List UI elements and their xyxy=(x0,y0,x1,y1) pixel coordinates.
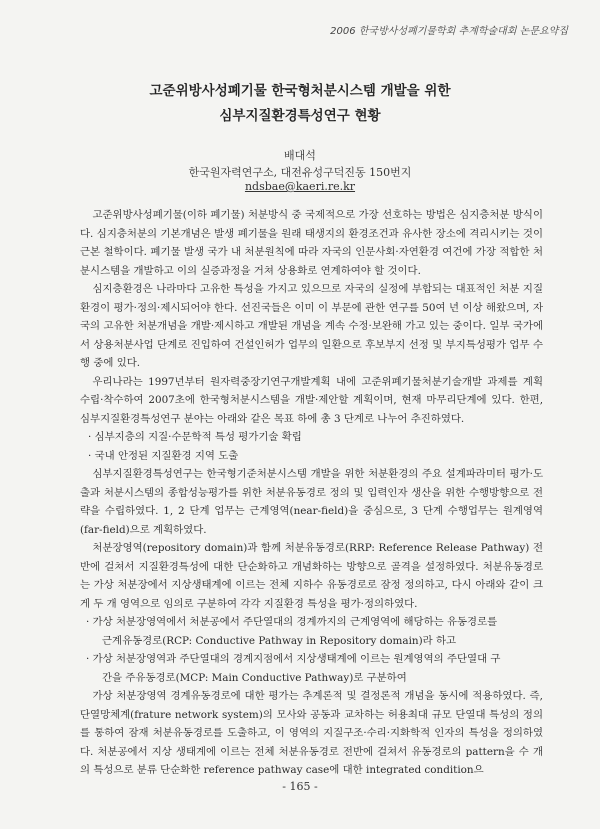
paper-title-line1: 고준위방사성폐기물 한국형처분시스템 개발을 위한 xyxy=(149,83,451,99)
pathway-item-2-cont: 간을 주유동경로(MCP: Main Conductive Pathway)로 구분하여 xyxy=(102,671,407,684)
pathway-item-1-cont: 근계유동경로(RCP: Conductive Pathway in Repository domain)라 하고 xyxy=(102,634,457,647)
paragraph-6: 가상 처분장영역 경계유동경로에 대한 평가는 추계론적 및 결정론적 개념을 동시에 적용하였다. 즉, 단열망체계(frature network system)의 모사와 공동과 교차하는 허용최대 규모 단열대 특성의 정의를 통하여 잠재 처분유동경로를 도출하고, 이 영역의 지질구조·수리·지화학적 인자의 특성을 정의하였다. 처분공에서 지상 생태계에 이르는 전체 처분유동경로 전반에 걸쳐서 유동경로의 pattern을 수 개의 특성으로 분류 단순화한 reference pathway case에 대한 integrated condition으 xyxy=(80,690,543,776)
pathway-item-1-text: · 가상 처분장영역에서 처분공에서 주단열대의 경계까지의 근계영역에 해당하는 유동경로를 xyxy=(86,616,498,628)
pathway-item-1 xyxy=(80,613,543,650)
paragraph-5: 처분장영역(repository domain)과 함께 처분유동경로(RRP: Reference Release Pathway) 전반에 걸쳐서 지질환경특성에 대한 단순화하고 개념화하는 방향으로 골격을 설정하였다. 처분유동경로는 가상 처분장에서 지상생태계에 이르는 전체 지하수 유동경로로 잠정 정의하고, 다시 아래와 같이 크게 두 개 영역으로 임의로 구분하여 각각 지질환경 특성을 평가·정의하였다. xyxy=(80,542,543,610)
abstract-body xyxy=(80,206,543,780)
goal-bullet-2: · 국내 안정된 지질환경 지역 도출 xyxy=(88,449,239,462)
running-header: 2006 한국방사성폐기물학회 추계학술대회 논문요약집 xyxy=(330,26,568,37)
pathway-item-2 xyxy=(80,650,543,687)
paragraph-1: 고준위방사성폐기물(이하 폐기물) 처분방식 중 국제적으로 가장 선호하는 방법은 심지층처분 방식이다. 심지층처분의 기본개념은 발생 폐기물을 원래 태생지의 환경조건과 유사한 장소에 격리시키는 것이 근본 철학이다. 폐기물 발생 국가 내 처분원칙에 따라 자국의 인문사회·자연환경 여건에 가장 적합한 처분시스템을 개발하고 이의 실증과정을 거쳐 상용화로 연계하여야 할 것이다. xyxy=(80,209,543,277)
author-name: 배대석 xyxy=(284,149,316,162)
goal-bullet-1: · 심부지층의 지질·수문학적 특성 평가기술 확립 xyxy=(88,431,302,443)
paragraph-3: 우리나라는 1997년부터 원자력중장기연구개발계획 내에 고준위폐기물처분기술개발 과제를 계획 수립·착수하여 2007초에 한국형처분시스템을 개발·제안할 계획이며, 현재 마무리단계에 있다. 한편, 심부지질환경특성연구 분야는 아래와 같은 목표 하에 총 3 단계로 나누어 추진하였다. xyxy=(80,375,543,425)
paragraph-4: 심부지질환경특성연구는 한국형기준처분시스템 개발을 위한 처분환경의 주요 설계파라미터 평가·도출과 처분시스템의 종합성능평가를 위한 처분유동경로 정의 및 입력인자 생산을 위한 수행방향으로 전략을 수립하였다. 1, 2 단계 업무는 근계영역(near-field)을 중심으로, 3 단계 수행업무는 원계영역(far-field)으로 계획하였다. xyxy=(80,468,543,536)
author-email[interactable]: ndsbae@kaeri.re.kr xyxy=(244,180,356,193)
author-affiliation: 한국원자력연구소, 대전유성구덕진동 150번지 xyxy=(188,166,412,179)
paper-title-line2: 심부지질환경특성연구 현황 xyxy=(219,108,381,124)
paragraph-2: 심지층환경은 나라마다 고유한 특성을 가지고 있으므로 자국의 실정에 부합되는 대표적인 처분 지질환경이 평가·정의·제시되어야 한다. 선진국들은 이미 이 부문에 관한 연구를 50여 년 이상 해왔으며, 자국의 고유한 처분개념을 개발·제시하고 개발된 개념을 계속 수정·보완해 가고 있는 중이다. 일부 국가에서 상용처분사업 단계로 진입하여 건설인허가 업무의 일환으로 후보부지 선정 및 부지특성평가 업무 수행 중에 있다. xyxy=(80,283,543,369)
page-number: - 165 - xyxy=(282,780,318,793)
pathway-item-2-text: · 가상 처분장영역과 주단열대의 경계지점에서 지상생태계에 이르는 원계영역의 주단열대 구 xyxy=(86,653,501,665)
